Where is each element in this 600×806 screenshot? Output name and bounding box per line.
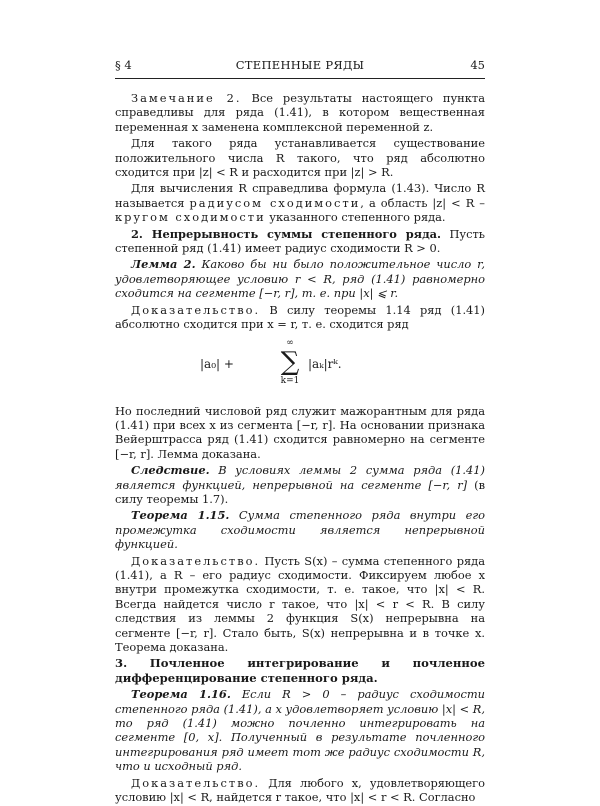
proof-lemma-2: Доказательство. В силу теоремы 1.14 ряд (1.41) абсолютно сходится при x = r, т. е. сходится ряд (115, 302, 485, 332)
paragraph-radius: Для вычисления R справедлива формула (1.43). Число R называется радиусом сходимости, а область |z| < R – кругом сходимости указанного степенного ряда. (115, 181, 485, 225)
proof-theorem-1-15: Доказательство. Пусть S(x) – сумма степенного ряда (1.41), а R – его радиус сходимости. Фиксируем любое x внутри промежутка сходимости, т. е. такое, что |x| < R. Всегда найдется число r такое, что |x| < r < R. В силу следствия из леммы 2 функция S(x) непрерывна на сегменте [−r, r]. Стало быть, S(x) непрерывна и в точке x. Теорема доказана. (115, 553, 485, 654)
proof-theorem-1-16: Доказательство. Для любого x, удовлетворяющего условию |x| < R, найдется r такое, что |x| < r < R. Согласно (115, 775, 485, 805)
remark-2: Замечание 2. Все результаты настоящего пункта справедливы для ряда (1.41), в котором вещественная переменная x заменена комплексной переменной z. (115, 91, 485, 134)
section-2-heading: 2. Непрерывность суммы степенного ряда. (131, 226, 442, 241)
corollary: Следствие. В условиях леммы 2 сумма ряда (1.41) является функцией, непрерывной на сегменте [−r, r] (в силу теоремы 1.7). (115, 463, 485, 506)
paragraph-majorant: Но последний числовой ряд служит мажорантным для ряда (1.41) при всех x из сегмента [−r, r]. На основании признака Вейерштрасса ряд (1.41) сходится равномерно на сегменте [−r, r]. Лемма доказана. (115, 403, 485, 461)
running-header (115, 58, 485, 76)
theorem-1-15: Теорема 1.15. Сумма степенного ряда внутри его промежутка сходимости является непрерывной функцией. (115, 508, 485, 552)
formula-right: |aₖ|rᵏ. (308, 356, 342, 371)
paragraph-existence: Для такого ряда устанавливается существование положительного числа R такого, что ряд абсолютно сходится при |z| < R и расходится при |z| > R. (115, 136, 485, 180)
lemma-2: Лемма 2. Каково бы ни было положительное число r, удовлетворяющее условию r < R, ряд (1.41) равномерно сходится на сегменте [−r, r], т. е. при |x| ⩽ r. (115, 257, 485, 301)
chapter-title: СТЕПЕННЫЕ РЯДЫ (235, 58, 365, 72)
section-3-heading: 3. Почленное интегрирование и почленное дифференцирование степенного ряда. (115, 656, 485, 685)
header-rule (115, 78, 485, 79)
series-formula (115, 338, 485, 396)
book-page (115, 58, 485, 806)
formula-left: |a₀| + (200, 356, 234, 371)
theorem-1-16: Теорема 1.16. Если R > 0 – радиус сходимости степенного ряда (1.41), а x удовлетворяет условию |x| < R, то ряд (1.41) можно почленно интегрировать на сегменте [0, x]. Полученный в результате почленного интегрирования ряд имеет тот же радиус сходимости R, что и исходный ряд. (115, 687, 485, 774)
sum-symbol: ∞ ∑ k=1 (280, 337, 300, 386)
section-mark: § 4 (115, 58, 132, 72)
page-number: 45 (470, 58, 485, 72)
section-2: 2. Непрерывность суммы степенного ряда. Пусть степенной ряд (1.41) имеет радиус сходимости R > 0. (115, 226, 486, 256)
